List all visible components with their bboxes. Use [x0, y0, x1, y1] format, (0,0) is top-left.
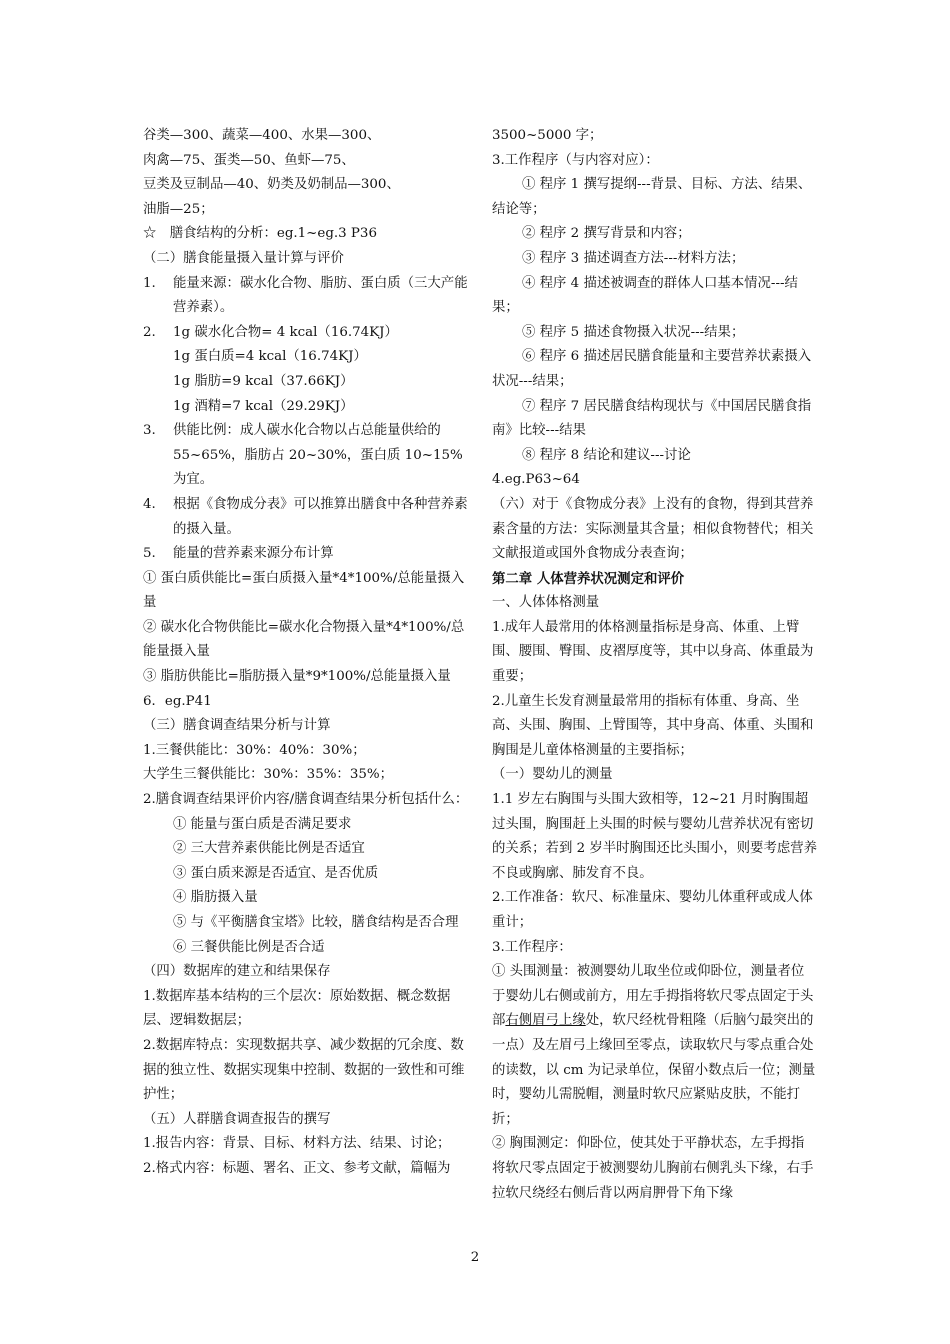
- text-line: 2.儿童生长发育测量最常用的指标有体重、身高、坐高、头围、胸围、上臂围等，其中身高、体重、头围和胸围是儿童体格测量的主要指标；: [492, 693, 814, 758]
- page-number: 2: [470, 1250, 480, 1265]
- text-line: [143, 542, 473, 567]
- text-line: ① 能量与蛋白质是否满足要求: [173, 816, 352, 832]
- text-line: 2.膳食调查结果评价内容/膳食调查结果分析包括什么：: [143, 792, 469, 808]
- list-number: 2.: [143, 324, 156, 340]
- text-line: （四）数据库的建立和结果保存: [143, 964, 331, 980]
- text-line: （六）对于《食物成分表》上没有的食物，得到其营养素含量的方法：实际测量其含量；相似食物替代；相关文献报道或国外食物成分表查询；: [492, 496, 814, 562]
- list-number: 3.: [143, 423, 156, 439]
- text-line: 一、人体体格测量: [492, 595, 600, 611]
- text-line: ⑥ 三餐供能比例是否合适: [173, 939, 325, 955]
- text-line: ⑥ 程序 6 描述居民膳食能量和主要营养状素摄入状况---结果；: [492, 349, 812, 389]
- text-line: ☆ 膳食结构的分析：eg.1~eg.3 P36: [143, 226, 377, 242]
- text-line: ③ 蛋白质来源是否适宜、是否优质: [173, 865, 379, 881]
- text-line: ③ 脂肪供能比=脂肪摄入量*9*100%/总能量摄入量: [143, 669, 451, 685]
- text-line: 4.eg.P63~64: [492, 472, 580, 488]
- text-line: ② 三大营养素供能比例是否适宜: [173, 841, 365, 857]
- text-line: ② 程序 2 撰写背景和内容；: [522, 226, 691, 242]
- text-line: 1.报告内容：背景、目标、材料方法、结果、讨论；: [143, 1136, 451, 1152]
- list-text: 供能比例：成人碳水化合物以占总能量供给的55~65%，脂肪占 20~30%，蛋白质 10~15%为宜。: [173, 423, 463, 488]
- text-line: 2.数据库特点：实现数据共享、减少数据的冗余度、数据的独立性、数据实现集中控制、数据的一致性和可维护性；: [143, 1037, 465, 1103]
- list-text: 1g 碳水化合物= 4 kcal（16.74KJ）: [173, 324, 398, 340]
- text-line: ⑤ 与《平衡膳食宝塔》比较，膳食结构是否合理: [173, 915, 459, 930]
- text-line: ② 碳水化合物供能比=碳水化合物摄入量*4*100%/总能量摄入量: [143, 619, 465, 660]
- text-line: [492, 960, 817, 1132]
- text-line: 1g 脂肪=9 kcal（37.66KJ）: [173, 373, 354, 389]
- text-line: 1.1 岁左右胸围与头围大致相等，12~21 月时胸围超过头围，胸围赶上头围的时候与婴幼儿营养状况有密切的关系；若到 2 岁半时胸围还比头围小，则要考虑营养不良或胸廓、肺发育不良。: [492, 792, 818, 881]
- text-line: 1g 蛋白质=4 kcal（16.74KJ）: [173, 349, 367, 365]
- left-column: [143, 124, 473, 1182]
- list-text: 能量来源：碳水化合物、脂肪、蛋白质（三大产能营养素）。: [173, 275, 468, 316]
- text-line: ③ 程序 3 描述调查方法---材料方法；: [522, 250, 745, 266]
- text-line: 谷类—300、蔬菜—400、水果—300、: [143, 128, 381, 143]
- text-line: 3.工作程序（与内容对应）：: [492, 152, 659, 168]
- text-line: ④ 脂肪摄入量: [173, 890, 258, 906]
- text-line: 3500~5000 字；: [492, 128, 603, 143]
- text-line: （五）人群膳食调查报告的撰写: [143, 1111, 331, 1127]
- text-line: 豆类及豆制品—40、奶类及奶制品—300、: [143, 177, 400, 193]
- text-segment: ① 头围测量：被测婴幼儿取坐位或仰卧位，测量者位于婴幼儿右侧或前方，用左手拇指将软尺零点固定于头部: [492, 964, 814, 1029]
- right-column: [492, 124, 817, 1206]
- underlined-text: 右侧眉弓上缘: [505, 1013, 586, 1029]
- text-line: ⑧ 程序 8 结论和建议---讨论: [522, 447, 691, 463]
- text-line: ② 胸围测定：仰卧位，使其处于平静状态，左手拇指将软尺零点固定于被测婴幼儿胸前右侧乳头下缘，右手拉软尺绕经右侧后背以两肩胛骨下角下缘: [492, 1136, 814, 1201]
- text-line: （三）膳食调查结果分析与计算: [143, 718, 331, 734]
- text-line: ① 蛋白质供能比=蛋白质摄入量*4*100%/总能量摄入量: [143, 570, 465, 611]
- text-line: ⑤ 程序 5 描述食物摄入状况---结果；: [522, 324, 745, 340]
- text-line: [143, 493, 473, 542]
- text-line: 2.工作准备：软尺、标准量床、婴幼儿体重秤或成人体重计；: [492, 890, 813, 930]
- list-number: 5.: [143, 546, 156, 562]
- text-line: 1.三餐供能比：30%：40%：30%；: [143, 742, 366, 758]
- text-line: 油脂—25；: [143, 201, 214, 217]
- text-line: 大学生三餐供能比：30%：35%：35%；: [143, 767, 393, 783]
- text-line: 6．eg.P41: [143, 693, 212, 709]
- text-line: 2.格式内容：标题、署名、正文、参考文献，篇幅为: [143, 1160, 451, 1176]
- list-text: 能量的营养素来源分布计算: [173, 546, 334, 562]
- text-line: [143, 272, 473, 321]
- list-text: 根据《食物成分表》可以推算出膳食中各种营养素的摄入量。: [173, 496, 468, 537]
- text-line: 肉禽—75、蛋类—50、鱼虾—75、: [143, 152, 355, 168]
- text-line: ④ 程序 4 描述被调查的群体人口基本情况---结果；: [492, 275, 798, 316]
- text-line: [143, 321, 473, 346]
- list-number: 4.: [143, 496, 156, 512]
- chapter-heading: 第二章 人体营养状况测定和评价: [492, 570, 685, 587]
- text-line: （二）膳食能量摄入量计算与评价: [143, 250, 344, 266]
- text-line: （一）婴幼儿的测量: [492, 767, 613, 783]
- text-line: ⑦ 程序 7 居民膳食结构现状与《中国居民膳食指南》比较---结果: [492, 398, 812, 439]
- text-line: 1.成年人最常用的体格测量指标是身高、体重、上臂围、腰围、臀围、皮褶厚度等，其中以身高、体重最为重要；: [492, 619, 814, 685]
- text-line: ① 程序 1 撰写提纲---背景、目标、方法、结果、结论等；: [492, 177, 812, 217]
- text-line: [143, 419, 473, 493]
- text-line: 1g 酒精=7 kcal（29.29KJ）: [173, 398, 354, 414]
- text-line: 1.数据库基本结构的三个层次：原始数据、概念数据层、逻辑数据层；: [143, 988, 451, 1029]
- text-segment: 处，软尺经枕骨粗隆（后脑勺最突出的一点）及左眉弓上缘回至零点，读取软尺与零点重合处的读数，以 cm 为记录单位，保留小数点后一位；测量时，婴幼儿需脱帽，测量时软尺应紧贴皮肤，不能打折；: [492, 1013, 816, 1127]
- list-number: 1.: [143, 275, 156, 291]
- text-line: 3.工作程序：: [492, 939, 572, 955]
